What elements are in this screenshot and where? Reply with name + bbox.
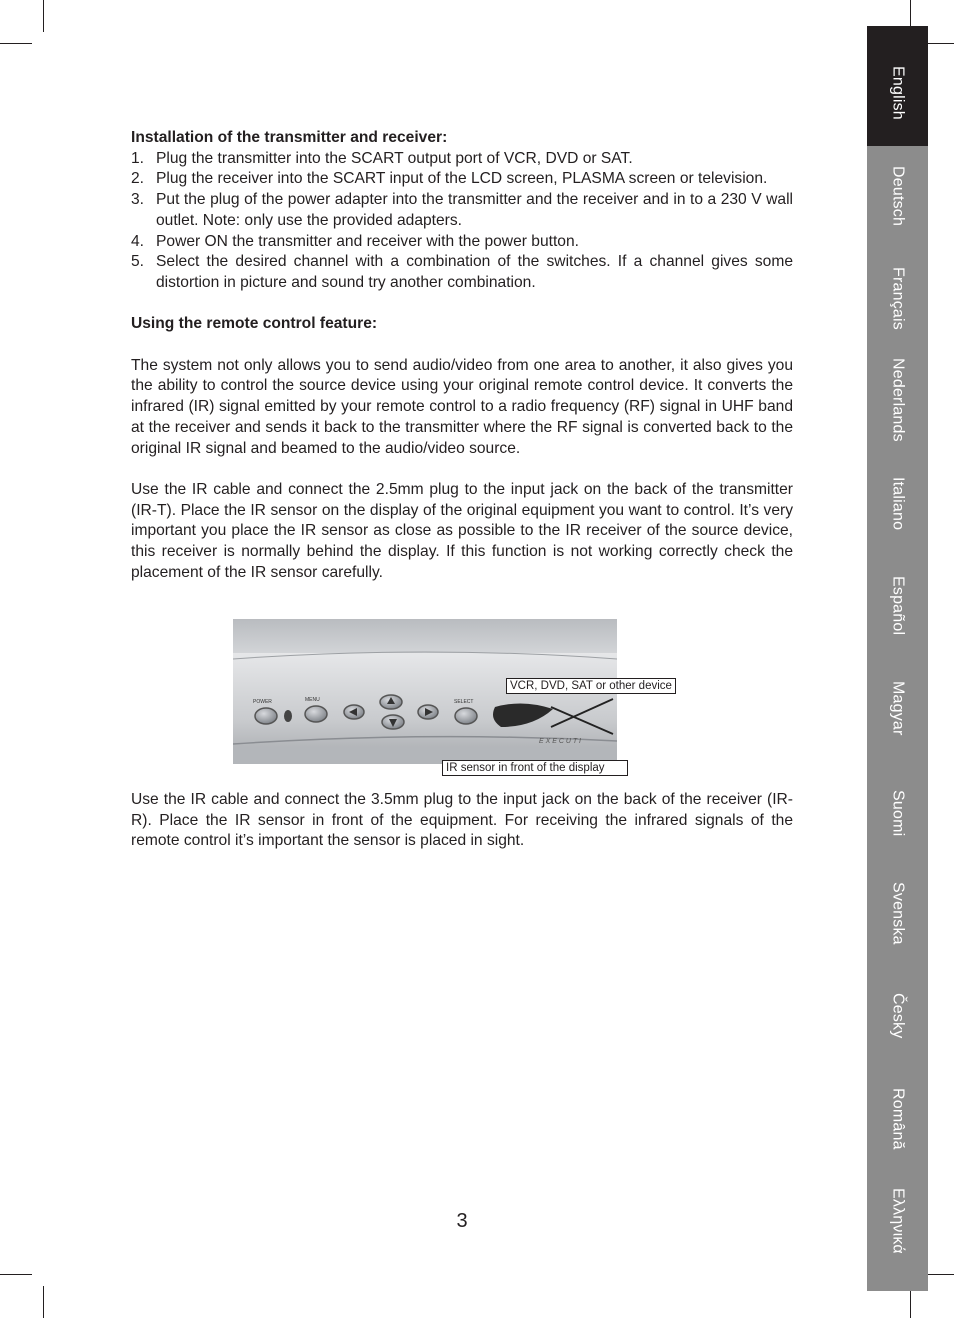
sidebar-item-label: English bbox=[889, 66, 907, 120]
sidebar-item-label: Italiano bbox=[889, 477, 907, 531]
language-sidebar bbox=[867, 26, 928, 1291]
sidebar-item-italiano[interactable] bbox=[867, 477, 928, 530]
callout-device: VCR, DVD, SAT or other device bbox=[506, 678, 676, 694]
list-item bbox=[131, 149, 793, 170]
sidebar-item-label: Suomi bbox=[889, 790, 907, 837]
step-number: 2. bbox=[131, 170, 145, 188]
list-item bbox=[131, 252, 793, 293]
crop-mark bbox=[43, 0, 44, 32]
page-number: 3 bbox=[456, 1210, 468, 1232]
step-text: Plug the receiver into the SCART input of the LCD screen, PLASMA screen or television. bbox=[156, 170, 768, 188]
remote-heading: Using the remote control feature: bbox=[131, 315, 378, 333]
menu-button-graphic bbox=[305, 706, 327, 722]
list-item bbox=[131, 190, 793, 231]
power-button-graphic bbox=[255, 708, 277, 724]
sidebar-item-english[interactable] bbox=[867, 26, 928, 146]
sidebar-item-cesky[interactable] bbox=[867, 993, 928, 1038]
select-button-graphic bbox=[455, 708, 477, 724]
step-text: Power ON the transmitter and receiver with the power button. bbox=[156, 232, 579, 250]
sidebar-item-nederlands[interactable] bbox=[867, 358, 928, 442]
callout-sensor: IR sensor in front of the display bbox=[442, 760, 628, 776]
remote-paragraph-3: Use the IR cable and connect the 3.5mm plug to the input jack on the back of the receiver (IR-R). Place the IR sensor in front of the equipment. For receiving the infrared signals of the remote control it’s important the sensor is placed in sight. bbox=[131, 791, 793, 850]
sidebar-item-svenska[interactable] bbox=[867, 882, 928, 945]
sidebar-item-label: Español bbox=[889, 576, 907, 636]
sidebar-item-suomi[interactable] bbox=[867, 790, 928, 836]
list-item bbox=[131, 232, 793, 253]
remote-paragraph-1: The system not only allows you to send audio/video from one area to another, it also gives you the ability to control the source device using your original remote control device. It converts the infrared (IR) signal emitted by your remote control to a radio frequency (RF) signal in UHF band at the receiver and sends it back to the transmitter where the RF signal is converted back to the original IR signal and beamed to the audio/video source. bbox=[131, 356, 793, 457]
step-text: Select the desired channel with a combination of the switches. If a channel gives some distortion in picture and sound try another combination. bbox=[156, 253, 793, 291]
step-text: Plug the transmitter into the SCART output port of VCR, DVD or SAT. bbox=[156, 149, 633, 167]
installation-heading: Installation of the transmitter and receiver: bbox=[131, 129, 448, 146]
manual-content bbox=[131, 128, 793, 583]
sidebar-item-label: Česky bbox=[889, 993, 907, 1039]
step-number: 4. bbox=[131, 232, 145, 250]
step-text: Put the plug of the power adapter into the transmitter and the receiver and in to a 230 V wall outlet. Note: only use the provided adapters. bbox=[156, 191, 793, 229]
list-item bbox=[131, 169, 793, 190]
installation-steps bbox=[131, 149, 793, 294]
brand-label: E X E C U T I bbox=[539, 738, 582, 745]
sidebar-item-label: Deutsch bbox=[889, 166, 907, 227]
crop-mark bbox=[43, 1286, 44, 1318]
sidebar-item-label: Nederlands bbox=[889, 358, 907, 442]
sidebar-item-magyar[interactable] bbox=[867, 681, 928, 736]
sidebar-item-label: Svenska bbox=[889, 882, 907, 945]
menu-label: MENU bbox=[305, 697, 320, 703]
manual-content-continued bbox=[131, 790, 793, 852]
sidebar-item-francais[interactable] bbox=[867, 267, 928, 330]
sidebar-item-label: Ελληνικά bbox=[889, 1188, 907, 1254]
remote-paragraph-2: Use the IR cable and connect the 2.5mm plug to the input jack on the back of the transmitter (IR-T). Place the IR sensor on the display of the original equipment you want to control. It’s very important you place the IR sensor as close as possible to the IR receiver of the source device, this receiver is normally behind the display. If this function is not working correctly check the placement of the IR sensor carefully. bbox=[131, 480, 793, 581]
sidebar-item-label: Română bbox=[889, 1088, 907, 1150]
step-number: 5. bbox=[131, 253, 145, 271]
crop-mark bbox=[0, 43, 32, 44]
sidebar-item-ellinika[interactable] bbox=[867, 1188, 928, 1254]
step-number: 1. bbox=[131, 149, 145, 167]
step-number: 3. bbox=[131, 191, 145, 209]
sidebar-item-label: Magyar bbox=[889, 681, 907, 736]
crop-mark bbox=[0, 1274, 32, 1275]
select-label: SELECT bbox=[454, 699, 474, 705]
sidebar-item-label: Français bbox=[889, 267, 907, 330]
power-label: POWER bbox=[253, 699, 272, 705]
sidebar-item-deutsch[interactable] bbox=[867, 166, 928, 226]
sidebar-item-romana[interactable] bbox=[867, 1088, 928, 1150]
sidebar-item-espanol[interactable] bbox=[867, 576, 928, 635]
